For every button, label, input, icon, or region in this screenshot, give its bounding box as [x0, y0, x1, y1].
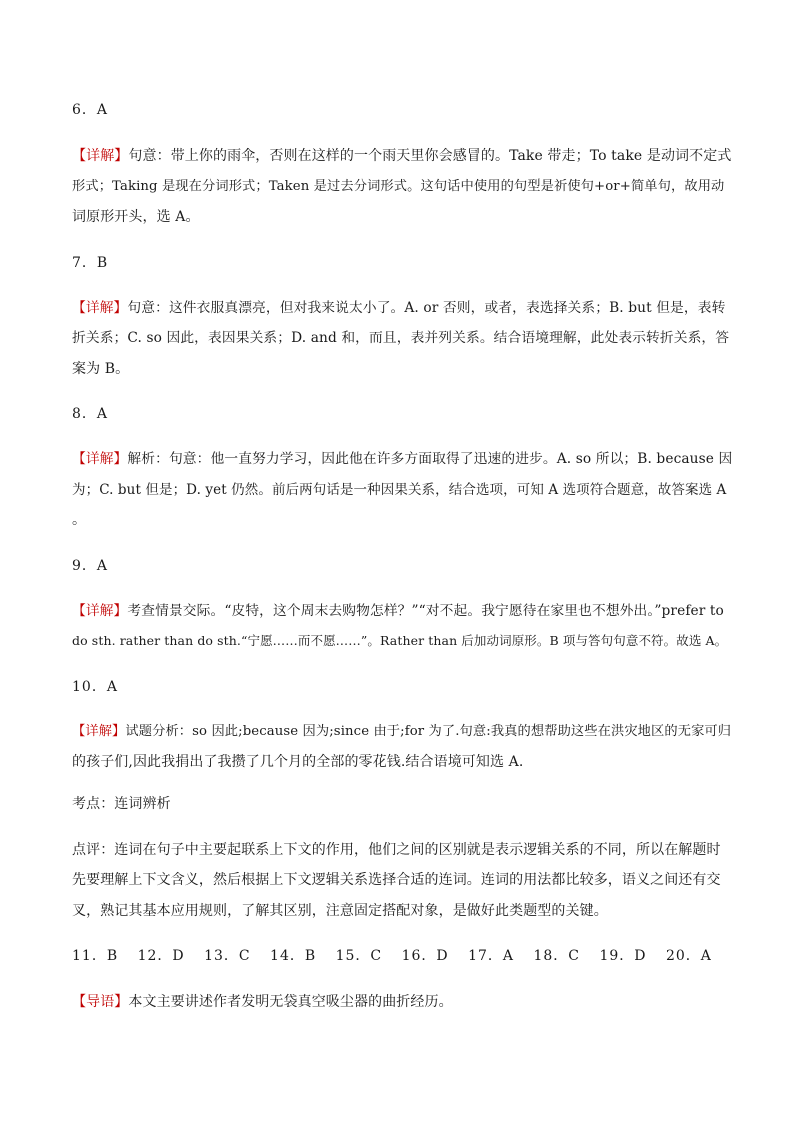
answer-9: 9．A [72, 558, 109, 574]
dianping-line-2: 先要理解上下文含义，然后根据上下文逻辑关系选择合适的连词。连词的用法都比较多，语义之间还有交 [72, 872, 721, 888]
detail-tag: 【详解】 [72, 148, 129, 164]
detail-tag: 【详解】 [72, 724, 126, 739]
explanation-8-line-2: 为；C. but 但是；D. yet 仍然。前后两句话是一种因果关系，结合选项，可知 A 选项符合题意，故答案选 A [72, 482, 727, 498]
explanation-9-line-2: do sth. rather than do sth.“宁愿……而不愿……”。Rather than 后加动词原形。B 项与答句句意不符。故选 A。 [72, 633, 728, 648]
guide-tag: 【导语】 [72, 994, 129, 1010]
detail-tag: 【详解】 [72, 603, 128, 619]
explanation-7-line-1: 【详解】句意：这件衣服真漂亮，但对我来说太小了。A. or 否则，或者，表选择关系；B. but 但是，表转 [72, 300, 726, 316]
detail-tag: 【详解】 [72, 451, 128, 467]
kaodian-line: 考点：连词辨析 [72, 796, 171, 812]
detail-tag: 【详解】 [72, 300, 128, 316]
answer-15: 15．C [335, 948, 383, 964]
answer-19: 19．D [599, 948, 647, 964]
answer-11: 11．B [72, 948, 119, 964]
explanation-8-line-1: 【详解】解析：句意：他一直努力学习，因此他在许多方面取得了迅速的进步。A. so 所以；B. because 因 [72, 451, 733, 467]
explanation-8-line-3: 。 [72, 512, 87, 528]
explanation-7-line-3: 案为 B。 [72, 361, 130, 377]
explanation-10-line-1: 【详解】试题分析：so 因此;because 因为;since 由于;for 为了.句意:我真的想帮助这些在洪灾地区的无家可归 [72, 724, 732, 739]
answer-10: 10．A [72, 679, 118, 695]
dianping-line-3: 叉，熟记其基本应用规则，了解其区别，注意固定搭配对象，是做好此类题型的关键。 [72, 903, 608, 919]
answer-14: 14．B [270, 948, 317, 964]
explanation-6-line-2: 形式；Taking 是现在分词形式；Taken 是过去分词形式。这句话中使用的句型是祈使句+or+简单句，故用动 [72, 179, 725, 194]
answer-20: 20．A [665, 948, 712, 964]
answer-8: 8．A [72, 406, 109, 422]
answer-16: 16．D [401, 948, 449, 964]
answer-17: 17．A [468, 948, 515, 964]
explanation-10-line-2: 的孩子们,因此我捐出了我攒了几个月的全部的零花钱.结合语境可知选 A. [72, 754, 524, 770]
answer-12: 12．D [137, 948, 185, 964]
answer-18: 18．C [533, 948, 581, 964]
answer-13: 13．C [204, 948, 251, 964]
guide-line: 【导语】本文主要讲述作者发明无袋真空吸尘器的曲折经历。 [72, 994, 453, 1010]
explanation-7-line-2: 折关系；C. so 因此，表因果关系；D. and 和，而且，表并列关系。结合语境理解，此处表示转折关系，答 [72, 330, 730, 346]
explanation-9-line-1: 【详解】考查情景交际。“皮特，这个周末去购物怎样？”“对不起。我宁愿待在家里也不想外出。”prefer to [72, 603, 724, 619]
answers-11-20 [72, 946, 726, 966]
explanation-6-line-1: 【详解】句意：带上你的雨伞，否则在这样的一个雨天里你会感冒的。Take 带走；To take 是动词不定式 [72, 148, 732, 164]
dianping-line-1: 点评：连词在句子中主要起联系上下文的作用，他们之间的区别就是表示逻辑关系的不同，所以在解题时 [72, 842, 721, 858]
answer-6: 6．A [72, 102, 109, 118]
answer-7: 7．B [72, 255, 109, 271]
explanation-6-line-3: 词原形开头，选 A。 [72, 209, 200, 225]
